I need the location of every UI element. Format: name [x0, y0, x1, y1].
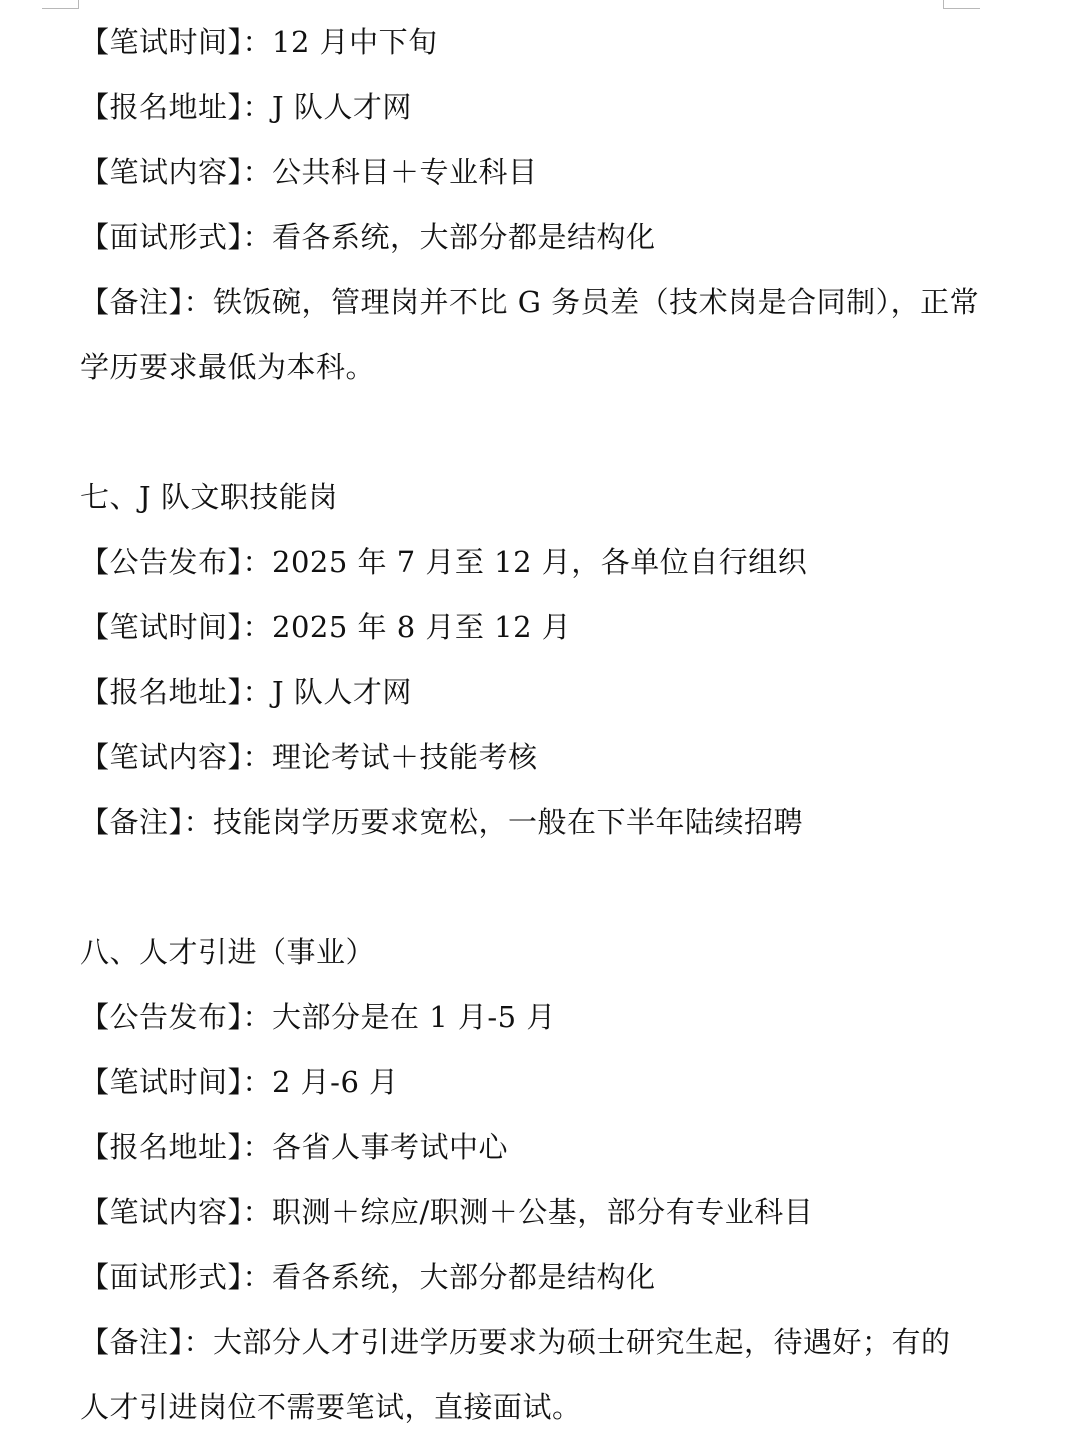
written-exam-time: 【笔试时间】：2 月-6 月: [80, 1065, 399, 1099]
exam-content: 【笔试内容】：公共科目＋专业科目: [80, 155, 538, 189]
exam-content: 【笔试内容】：理论考试＋技能考核: [80, 740, 538, 774]
registration-site: 【报名地址】：各省人事考试中心: [80, 1130, 509, 1164]
written-exam-time: 【笔试时间】：12 月中下旬: [80, 25, 438, 59]
interview-format: 【面试形式】：看各系统，大部分都是结构化: [80, 220, 656, 254]
remarks: 【备注】：铁饭碗，管理岗并不比 G 务员差（技术岗是合同制），正常: [80, 285, 980, 319]
written-exam-time: 【笔试时间】：2025 年 8 月至 12 月: [80, 610, 572, 644]
remarks: 【备注】：技能岗学历要求宽松，一般在下半年陆续招聘: [80, 805, 804, 839]
page-corner-mark-right: [943, 0, 980, 9]
announcement-release: 【公告发布】：大部分是在 1 月-5 月: [80, 1000, 556, 1034]
registration-site: 【报名地址】：J 队人才网: [80, 675, 412, 709]
announcement-release: 【公告发布】：2025 年 7 月至 12 月，各单位自行组织: [80, 545, 808, 579]
interview-format: 【面试形式】：看各系统，大部分都是结构化: [80, 1260, 656, 1294]
remarks: 【备注】：大部分人才引进学历要求为硕士研究生起，待遇好；有的: [80, 1325, 951, 1359]
remarks-continued: 人才引进岗位不需要笔试，直接面试。: [80, 1390, 582, 1424]
page-corner-mark-left: [42, 0, 79, 9]
section-heading-seven: 七、J 队文职技能岗: [80, 480, 338, 514]
registration-site: 【报名地址】：J 队人才网: [80, 90, 412, 124]
section-heading-eight: 八、人才引进（事业）: [80, 935, 376, 969]
remarks-continued: 学历要求最低为本科。: [80, 350, 376, 384]
exam-content: 【笔试内容】：职测＋综应/职测＋公基，部分有专业科目: [80, 1195, 814, 1229]
